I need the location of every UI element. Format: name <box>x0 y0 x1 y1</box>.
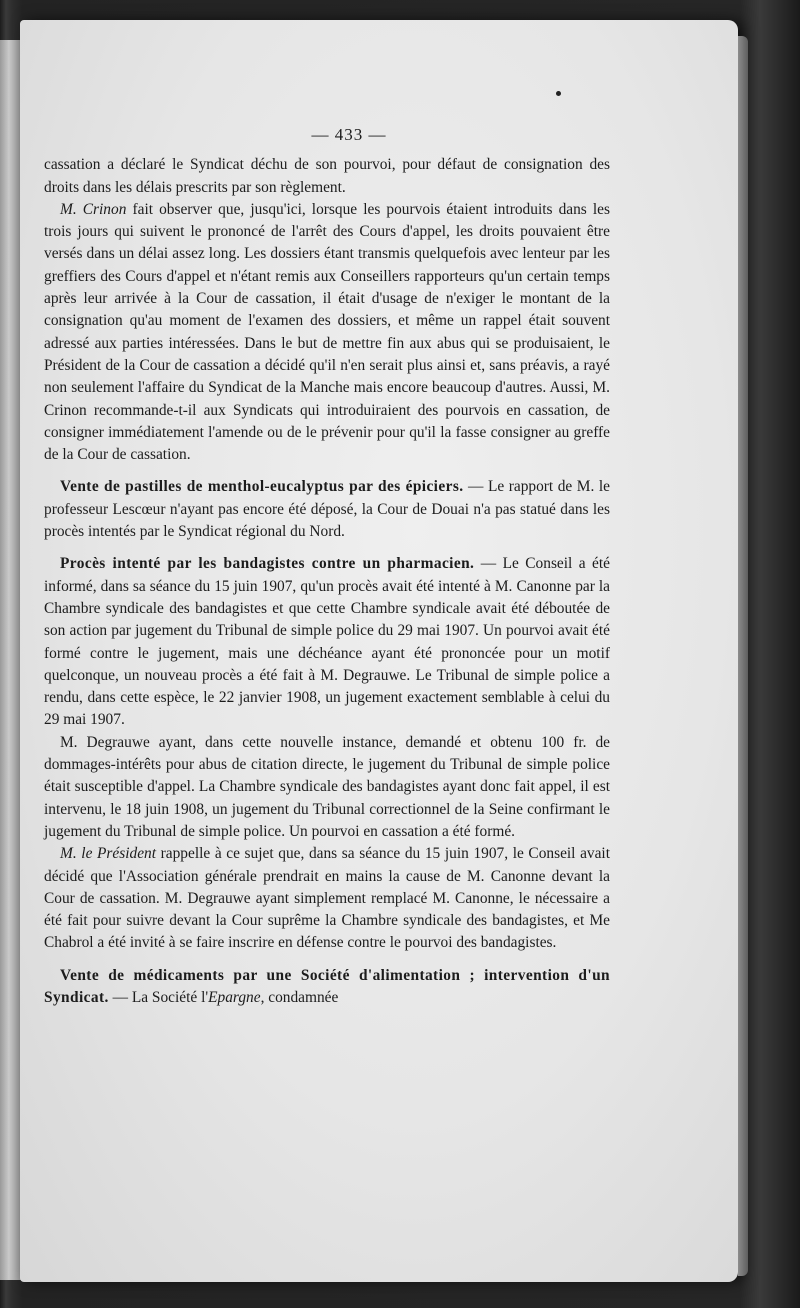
paragraph-crinon <box>44 199 610 467</box>
section-text-start: — La Société l' <box>108 988 209 1006</box>
paragraph-president <box>44 843 610 954</box>
paragraph-text: rappelle à ce sujet que, dans sa séance du 15 juin 1907, le Conseil avait décidé que l'Association générale prendrait en mains la cause de M. Canonne devant la Cour de cassation. M. Degrauwe ayant simplement remplacé M. Canonne, le nécessaire a été fait pour suivre devant la Cour suprême la Chambre syndicale des bandagistes, et Me Chabrol a été invité à se faire inscrire en défense contre le pourvoi des bandagistes. <box>44 845 610 952</box>
previous-page-edge <box>0 40 22 1280</box>
section-text-end: , condamnée <box>260 988 339 1006</box>
section-text: — Le Conseil a été informé, dans sa séance du 15 juin 1907, qu'un procès avait été intenté à M. Canonne par la Chambre syndicale des bandagistes et que cette Chambre syndicale avait été déboutée de son action par jugement du Tribunal de simple police du 29 mai 1907. Un pourvoi avait été formé contre le jugement, mais une déchéance ayant été prononcée pour un motif quelconque, un nouveau procès a été fait à M. Degrauwe. Le Tribunal de simple police a rendu, dans cette espèce, le 22 janvier 1908, un jugement exactement semblable à celui du 29 mai 1907. <box>44 555 610 729</box>
section-pastilles <box>44 476 610 543</box>
paragraph-cassation: cassation a déclaré le Syndicat déchu de son pourvoi, pour défaut de consignation des droits dans les délais prescrits par son règlement. <box>44 156 610 196</box>
section-heading: Vente de médicaments par une Société d'alimentation ; intervention d'un Syndicat. <box>44 966 610 1006</box>
page-text <box>44 124 610 1009</box>
section-heading: Procès intenté par les bandagistes contre un pharmacien. <box>60 555 475 573</box>
section-bandagistes <box>44 553 610 731</box>
paragraph-text: fait observer que, jusqu'ici, lorsque les pourvois étaient introduits dans les trois jours qui suivent le prononcé de l'arrêt des Cours d'appel, les droits pouvaient être versés dans un délai assez long. Les dossiers étant transmis quelquefois avec lenteur par les greffiers des Cours d'appel et n'étant remis aux Conseillers rapporteurs qu'un certain temps après leur arrivée à la Cour de cassation, il était d'usage de n'exiger le montant de la consignation qu'au moment de l'examen des dossiers, et même un rappel était souvent adressé aux parties intéressées. Dans le but de mettre fin aux abus qui se produisaient, le Président de la Cour de cassation a décidé qu'il n'en serait plus ainsi et, sans préavis, a rayé non seulement l'affaire du Syndicat de la Manche mais encore beaucoup d'autres. Aussi, M. Crinon recommande-t-il aux Syndicats qui introduiraient des pourvois en cassation, de consigner immédiatement l'amende ou de le prévenir pour qu'il la fasse consigner au greffe de la Cour de cassation. <box>44 200 610 464</box>
speaker-name: M. le Président <box>60 845 157 863</box>
ink-speck <box>556 91 561 96</box>
section-text: — Le rapport de M. le professeur Lescœur n'ayant pas encore été déposé, la Cour de Douai n'a pas statué dans les procès intentés par le Syndicat régional du Nord. <box>44 478 610 541</box>
section-heading: Vente de pastilles de menthol-eucalyptus par des épiciers. <box>60 478 464 496</box>
speaker-name: M. Crinon <box>60 200 127 218</box>
page-edge-shadow <box>738 36 748 1276</box>
section-medicaments <box>44 965 610 1010</box>
society-name: Epargne <box>208 988 261 1006</box>
page-number: — 433 — <box>311 125 387 144</box>
paragraph-degrauwe: M. Degrauwe ayant, dans cette nouvelle instance, demandé et obtenu 100 fr. de dommages-intérêts pour abus de citation directe, le jugement du Tribunal de simple police était susceptible d'appel. La Chambre syndicale des bandagistes ayant donc fait appel, il est intervenu, le 18 juin 1908, un jugement du Tribunal correctionnel de la Seine confirmant le jugement du Tribunal de simple police. Un pourvoi en cassation a été formé. <box>44 733 610 840</box>
